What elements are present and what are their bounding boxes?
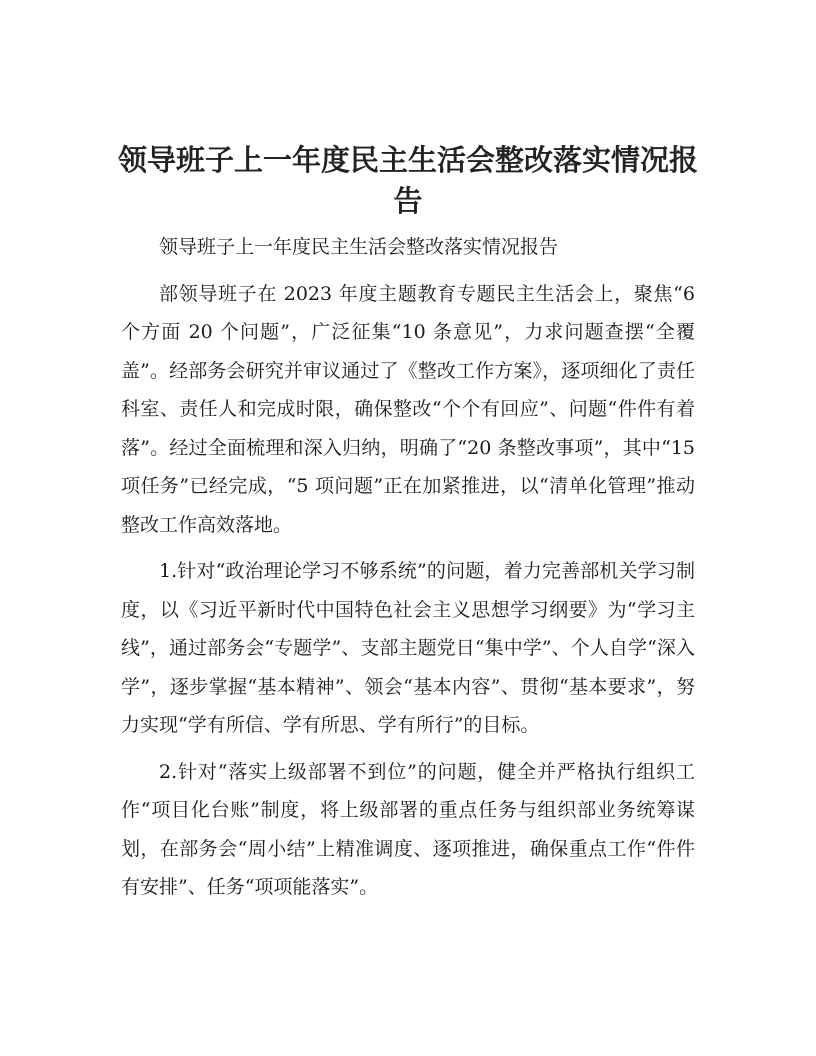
document-body bbox=[121, 228, 695, 915]
paragraph-item-1: 1.针对“政治理论学习不够系统”的问题，着力完善部机关学习制度，以《习近平新时代中国特色社会主义思想学习纲要》为“学习主线”，通过部务会“专题学”、支部主题党日“集中学”、个人自学“深入学”，逐步掌握“基本精神”、领会“基本内容”、贯彻“基本要求”，努力实现“学有所信、学有所思、学有所行”的目标。 bbox=[121, 560, 695, 736]
paragraph-intro: 部领导班子在 2023 年度主题教育专题民主生活会上，聚焦“6 个方面 20 个问题”，广泛征集“10 条意见”，力求问题查摆“全覆盖”。经部务会研究并审议通过了《整改工作方案》，逐项细化了责任科室、责任人和完成时限，确保整改“个个有回应”、问题“件件有着落”。经过全面梳理和深入归纳，明确了“20 条整改事项”，其中“15 项任务”已经完成，“5 项问题”正在加紧推进，以“清单化管理”推动整改工作高效落地。 bbox=[121, 282, 695, 536]
paragraph-item-2: 2.针对“落实上级部署不到位”的问题，健全并严格执行组织工作“项目化台账”制度，将上级部署的重点任务与组织部业务统筹谋划，在部务会“周小结”上精准调度、逐项推进，确保重点工作“件件有安排”、任务“项项能落实”。 bbox=[121, 760, 695, 898]
document-title: 领导班子上一年度民主生活会整改落实情况报告 bbox=[118, 143, 699, 218]
document-subtitle: 领导班子上一年度民主生活会整改落实情况报告 bbox=[159, 236, 559, 258]
